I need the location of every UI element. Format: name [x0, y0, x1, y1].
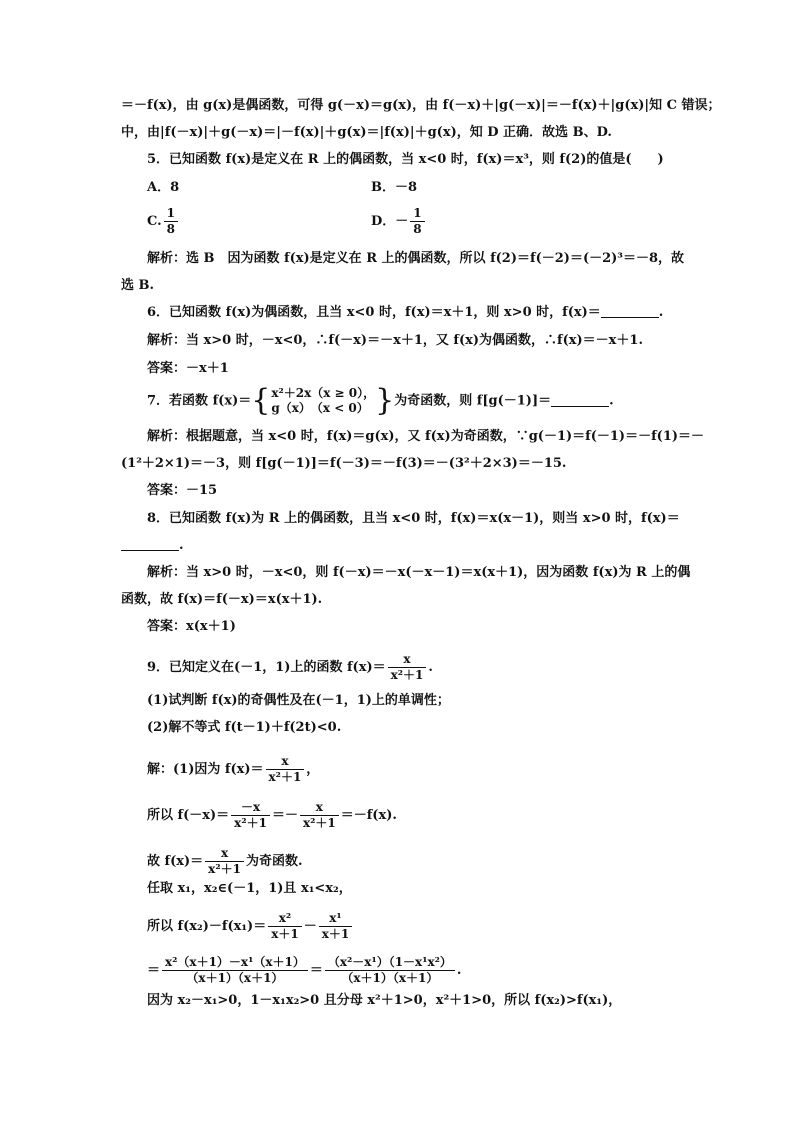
- solution-text: .: [456, 963, 462, 978]
- fraction-numerator: 1: [164, 206, 178, 222]
- question-8-cont: .: [121, 537, 184, 555]
- solution-text: ＝－f(x).: [340, 808, 397, 823]
- fraction-denominator: x²＋1: [302, 816, 336, 830]
- fraction-denominator: （x＋1）（x＋1）: [341, 971, 439, 985]
- solution-5-cont: 选 B.: [121, 278, 155, 293]
- fraction: [162, 955, 308, 986]
- fraction-denominator: （x＋1）（x＋1）: [186, 971, 284, 985]
- piecewise-case-2: g（x） （x < 0）: [271, 401, 369, 415]
- fraction-numerator: x: [300, 800, 339, 816]
- fraction: [388, 652, 427, 683]
- answer-8: 答案：x(x＋1): [147, 619, 236, 634]
- option-d-label: D．－: [371, 214, 409, 229]
- question-9-prefix: 9．已知定义在(－1，1)上的函数 f(x)＝: [147, 660, 386, 675]
- fraction-denominator: x²＋1: [390, 668, 424, 682]
- brace-right: }: [375, 383, 395, 418]
- fraction-numerator: x¹: [319, 911, 353, 927]
- answer-blank: [601, 305, 659, 318]
- solution-text: 所以 f(－x)＝: [147, 808, 230, 823]
- question-8: 8．已知函数 f(x)为 R 上的偶函数，且当 x<0 时，f(x)＝x(x－1)，则当 x>0 时，f(x)＝: [147, 511, 680, 526]
- solution-8-cont: 函数，故 f(x)＝f(－x)＝x(x＋1).: [121, 592, 323, 607]
- fraction: [410, 206, 424, 237]
- solution-9-line: [147, 846, 302, 877]
- fraction-numerator: x: [205, 846, 244, 862]
- fraction-denominator: x²＋1: [268, 770, 302, 784]
- answer-blank: [121, 538, 179, 551]
- fraction: [164, 206, 178, 237]
- option-b: B．－8: [371, 180, 418, 195]
- solution-text: 为奇函数.: [245, 854, 303, 869]
- answer-6: 答案：－x＋1: [147, 361, 229, 376]
- solution-7: 解析：根据题意，当 x<0 时，f(x)＝g(x)，又 f(x)为奇函数，∵g(－1)＝f(－1)＝－f(1)＝－: [147, 429, 705, 444]
- fraction-numerator: 1: [410, 206, 424, 222]
- fraction: [300, 800, 339, 831]
- solution-6: 解析：当 x>0 时，－x<0，∴f(－x)＝－x＋1，又 f(x)为偶函数，∴f(x)＝－x＋1.: [147, 333, 644, 348]
- option-a: A．8: [147, 180, 180, 195]
- solution-text: ＝: [147, 963, 161, 978]
- brace-left: {: [251, 383, 271, 418]
- answer-blank: [551, 394, 609, 407]
- solution-9-line: 任取 x₁，x₂∈(－1，1)且 x₁<x₂，: [147, 881, 352, 896]
- question-7: 7．若函数 f(x)＝{ x²＋2x（x ≥ 0）， g（x） （x < 0） }为奇函数，则 f[g(－1)]＝ .: [147, 383, 614, 418]
- fraction-numerator: x²（x＋1）－x¹（x＋1）: [162, 955, 308, 971]
- fraction: [319, 911, 353, 942]
- fraction-denominator: x＋1: [321, 927, 350, 941]
- solution-7-cont: (1²＋2×1)＝－3，则 f[g(－1)]＝f(－3)＝－f(3)＝－(3²＋2×3)＝－15.: [121, 456, 567, 471]
- piecewise-case-1: x²＋2x（x ≥ 0），: [271, 386, 376, 400]
- solution-9-line: 解：(1)因为 f(x)＝ $\frac{x}{\text{x²＋1}}$ ，: [147, 754, 320, 784]
- option-d: [371, 206, 427, 237]
- fraction: [205, 846, 244, 877]
- fraction: [231, 800, 270, 831]
- question-9: 9．已知定义在(－1，1)上的函数 f(x)＝ $\frac{x}{\text{x²＋1}}$ .: [147, 652, 433, 682]
- fraction-denominator: 8: [166, 222, 176, 236]
- text-line: 中，由|f(－x)|＋g(－x)＝|－f(x)|＋g(x)＝|f(x)|＋g(x)，知 D 正确．故选 B、D.: [121, 125, 612, 140]
- fraction-denominator: 8: [413, 222, 422, 236]
- solution-5: 解析：选 B 因为函数 f(x)是定义在 R 上的偶函数，所以 f(2)＝f(－2)＝(－2)³＝－8，故: [147, 251, 685, 266]
- fraction: [266, 754, 305, 785]
- solution-8: 解析：当 x>0 时，－x<0，则 f(－x)＝－x(－x－1)＝x(x＋1)，因为函数 f(x)为 R 上的偶: [147, 565, 691, 580]
- piecewise-cases: [271, 386, 375, 416]
- option-c-label: C.: [147, 214, 162, 229]
- solution-9-line: [147, 955, 461, 986]
- text-line: ＝－f(x)，由 g(x)是偶函数，可得 g(－x)＝g(x)，由 f(－x)＋|g(－x)|＝－f(x)＋|g(x)|知 C 错误；: [121, 98, 721, 113]
- fraction: [325, 955, 455, 986]
- fraction-denominator: x＋1: [271, 927, 299, 941]
- fraction-numerator: （x²－x¹）（1－x¹x²）: [325, 955, 455, 971]
- question-9-part-1: (1)试判断 f(x)的奇偶性及在(－1，1)上的单调性；: [147, 693, 450, 708]
- answer-7: 答案：－15: [147, 483, 218, 498]
- solution-9-line: 所以 f(x₂)－f(x₁)＝ $\frac{\text{x²}}{x+1}$ － $\frac{\text{x¹}}{x+1}$: [147, 911, 354, 942]
- fraction: [268, 911, 302, 942]
- solution-text: 故 f(x)＝: [147, 854, 204, 869]
- fraction-numerator: x²: [268, 911, 302, 927]
- fraction-numerator: x: [388, 652, 427, 668]
- question-7-suffix: 为奇函数，则 f[g(－1)]＝: [394, 393, 552, 409]
- question-9-part-2: (2)解不等式 f(t－1)＋f(2t)<0.: [147, 720, 342, 735]
- fraction-denominator: x²＋1: [208, 862, 241, 876]
- solution-text: ＝－: [271, 808, 298, 823]
- solution-text: ＝: [309, 963, 323, 978]
- solution-9-line: 因为 x₂－x₁>0，1－x₁x₂>0 且分母 x²＋1>0，x²＋1>0，所以 f(x₂)>f(x₁)，: [147, 993, 622, 1008]
- solution-9-line: [147, 800, 397, 831]
- option-c: [147, 206, 180, 237]
- solution-text: 解：(1)因为 f(x)＝: [147, 762, 264, 777]
- fraction-numerator: －x: [231, 800, 270, 816]
- question-6: 6．已知函数 f(x)为偶函数，且当 x<0 时，f(x)＝x＋1，则 x>0 时，f(x)＝ .: [147, 305, 664, 320]
- question-5: 5．已知函数 f(x)是定义在 R 上的偶函数，当 x<0 时，f(x)＝x³，则 f(2)的值是( ): [147, 152, 664, 167]
- solution-text: 所以 f(x₂)－f(x₁)＝: [147, 919, 267, 934]
- question-6-text: 6．已知函数 f(x)为偶函数，且当 x<0 时，f(x)＝x＋1，则 x>0 时，f(x)＝: [147, 305, 601, 320]
- question-7-prefix: 7．若函数 f(x)＝: [147, 393, 252, 409]
- fraction-denominator: x²＋1: [234, 816, 267, 830]
- fraction-numerator: x: [266, 754, 305, 770]
